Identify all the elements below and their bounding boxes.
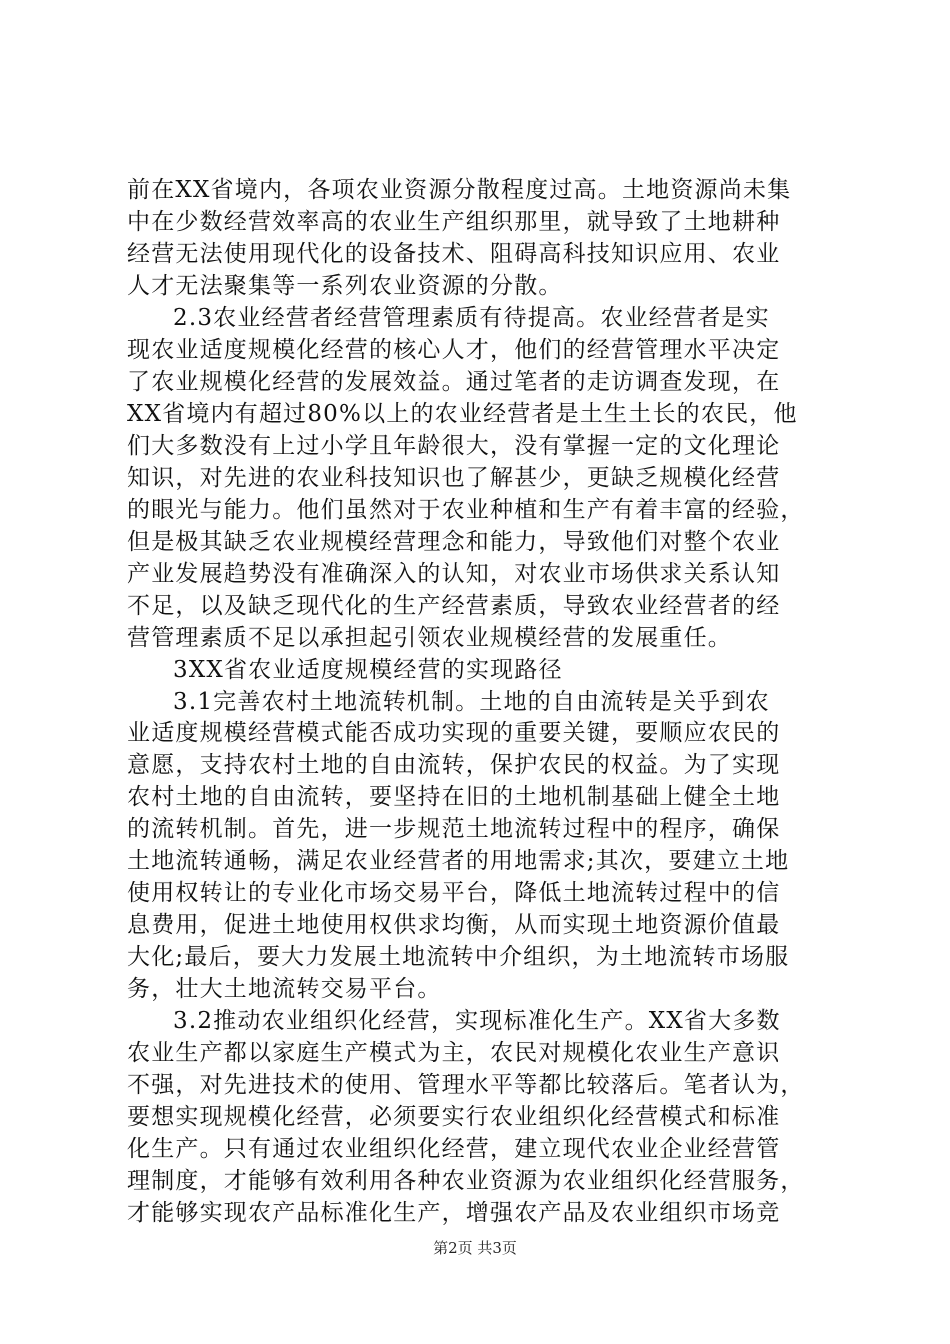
text-line: 人才无法聚集等一系列农业资源的分散。 bbox=[127, 272, 563, 299]
text-line: 不足，以及缺乏现代化的生产经营素质，导致农业经营者的经 bbox=[127, 592, 781, 619]
text-line: 但是极其缺乏农业规模经营理念和能力，导致他们对整个农业 bbox=[127, 528, 781, 555]
text-line: 业适度规模经营模式能否成功实现的重要关键，要顺应农民的 bbox=[127, 720, 781, 747]
text-line: 化生产。只有通过农业组织化经营，建立现代农业企业经营管 bbox=[127, 1136, 781, 1163]
page-footer: 第2页 共3页 bbox=[433, 1239, 517, 1257]
paragraph-start-line: 3.2推动农业组织化经营，实现标准化生产。XX省大多数 bbox=[173, 1008, 781, 1035]
text-line: 们大多数没有上过小学且年龄很大，没有掌握一定的文化理论 bbox=[127, 432, 781, 459]
text-line: 大化;最后，要大力发展土地流转中介组织，为土地流转市场服 bbox=[127, 944, 790, 971]
text-line: 营管理素质不足以承担起引领农业规模经营的发展重任。 bbox=[127, 624, 732, 651]
text-line: 经营无法使用现代化的设备技术、阻碍高科技知识应用、农业 bbox=[127, 240, 781, 267]
text-line: 要想实现规模化经营，必须要实行农业组织化经营模式和标准 bbox=[127, 1104, 781, 1131]
text-line: XX省境内有超过80%以上的农业经营者是土生土长的农民，他 bbox=[127, 400, 798, 427]
text-line: 息费用，促进土地使用权供求均衡，从而实现土地资源价值最 bbox=[127, 912, 781, 939]
text-line: 土地流转通畅，满足农业经营者的用地需求;其次，要建立土地 bbox=[127, 848, 790, 875]
paragraph-start-line: 2.3农业经营者经营管理素质有待提高。农业经营者是实 bbox=[173, 304, 770, 331]
section-heading: 3XX省农业适度规模经营的实现路径 bbox=[173, 656, 563, 683]
text-line: 了农业规模化经营的发展效益。通过笔者的走访调查发现，在 bbox=[127, 368, 781, 395]
text-line: 前在XX省境内，各项农业资源分散程度过高。土地资源尚未集 bbox=[127, 177, 792, 203]
text-line: 的眼光与能力。他们虽然对于农业种植和生产有着丰富的经验， bbox=[127, 496, 805, 523]
text-line: 农业生产都以家庭生产模式为主，农民对规模化农业生产意识 bbox=[127, 1040, 781, 1067]
text-line: 农村土地的自由流转，要坚持在旧的土地机制基础上健全土地 bbox=[127, 784, 781, 811]
paragraph-start-line: 3.1完善农村土地流转机制。土地的自由流转是关乎到农 bbox=[173, 688, 770, 715]
text-line: 才能够实现农产品标准化生产，增强农产品及农业组织市场竞 bbox=[127, 1200, 781, 1227]
text-line: 现农业适度规模化经营的核心人才，他们的经营管理水平决定 bbox=[127, 336, 781, 363]
text-line: 理制度，才能够有效利用各种农业资源为农业组织化经营服务， bbox=[127, 1168, 805, 1195]
text-line: 知识，对先进的农业科技知识也了解甚少，更缺乏规模化经营 bbox=[127, 464, 781, 491]
text-line: 意愿，支持农村土地的自由流转，保护农民的权益。为了实现 bbox=[127, 752, 781, 779]
text-line: 不强，对先进技术的使用、管理水平等都比较落后。笔者认为， bbox=[127, 1072, 805, 1099]
text-line: 使用权转让的专业化市场交易平台，降低土地流转过程中的信 bbox=[127, 880, 781, 907]
text-line: 中在少数经营效率高的农业生产组织那里，就导致了土地耕种 bbox=[127, 208, 781, 235]
text-line: 务，壮大土地流转交易平台。 bbox=[127, 976, 442, 1003]
text-line: 的流转机制。首先，进一步规范土地流转过程中的程序，确保 bbox=[127, 816, 781, 843]
text-line: 产业发展趋势没有准确深入的认知，对农业市场供求关系认知 bbox=[127, 560, 781, 587]
